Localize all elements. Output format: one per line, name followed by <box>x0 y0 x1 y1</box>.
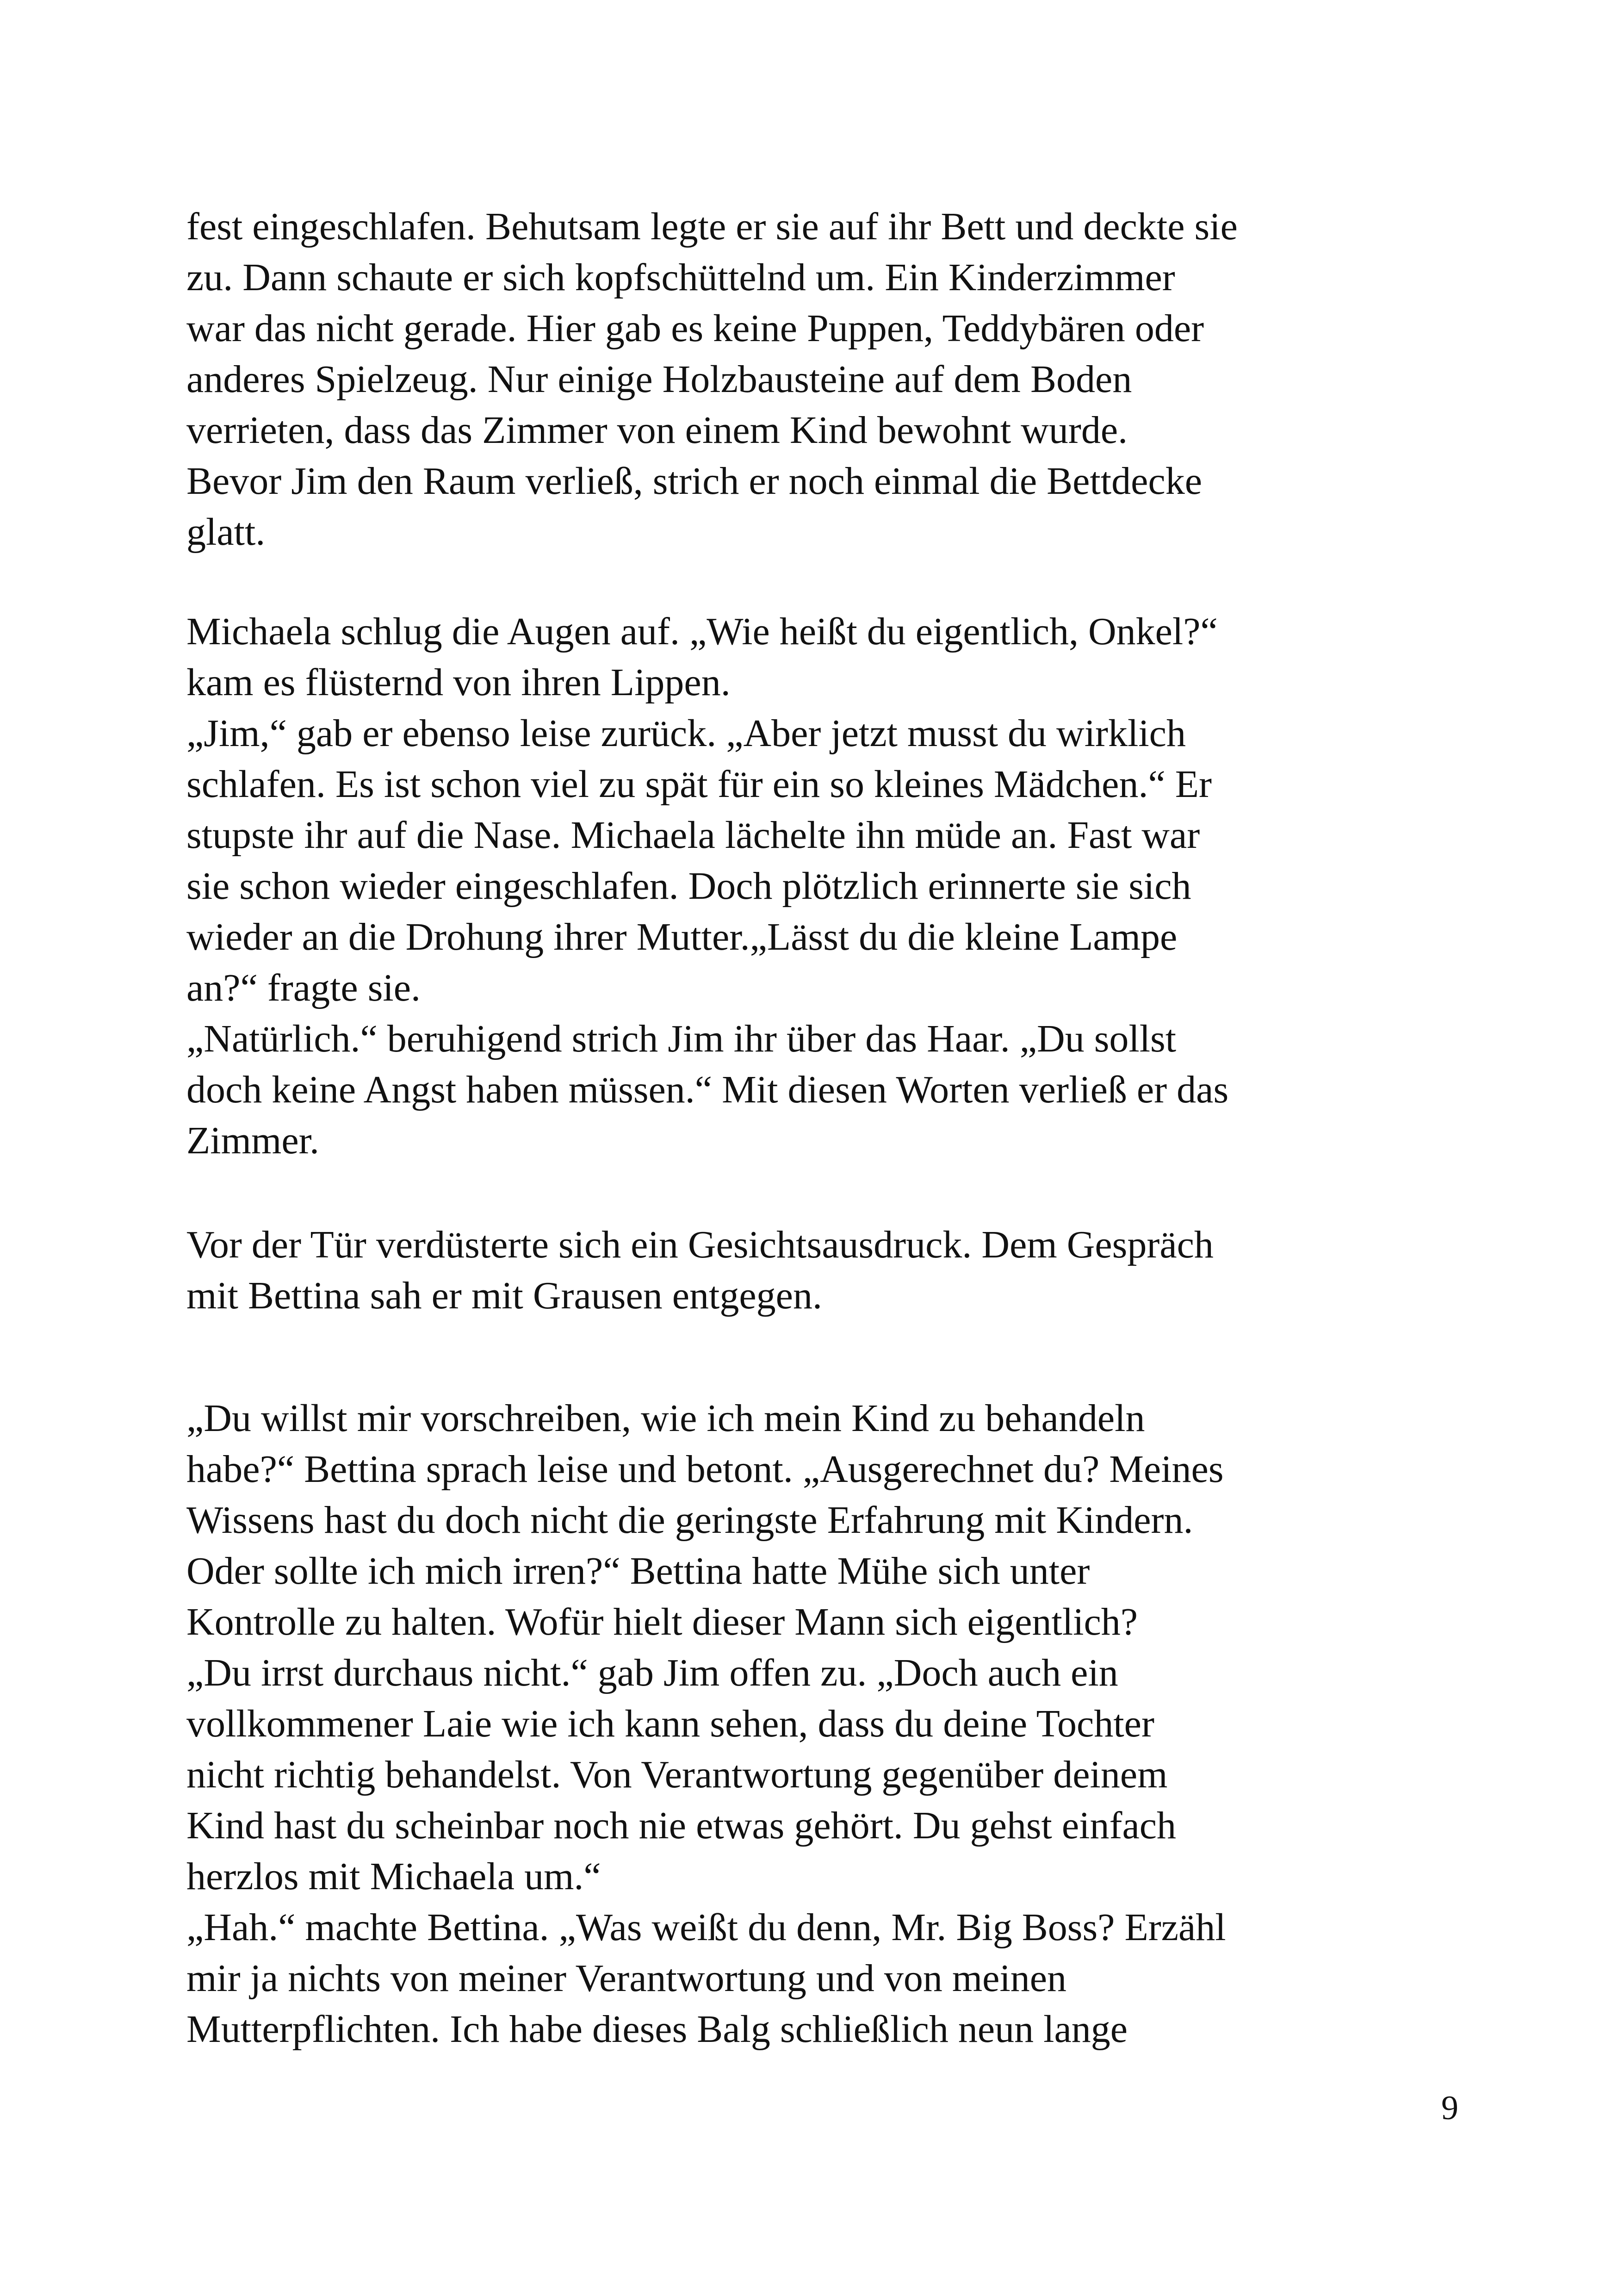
text-line: vollkommener Laie wie ich kann sehen, dass du deine Tochter <box>186 1702 1154 1745</box>
text-line: herzlos mit Michaela um.“ <box>186 1855 601 1898</box>
text-line: Oder sollte ich mich irren?“ Bettina hatte Mühe sich unter <box>186 1549 1090 1593</box>
text-line: wieder an die Drohung ihrer Mutter.„Lässt du die kleine Lampe <box>186 915 1178 958</box>
text-line: schlafen. Es ist schon viel zu spät für ein so kleines Mädchen.“ Er <box>186 763 1212 806</box>
text-line: habe?“ Bettina sprach leise und betont. „Ausgerechnet du? Meines <box>186 1448 1224 1491</box>
text-line: Kind hast du scheinbar noch nie etwas gehört. Du gehst einfach <box>186 1804 1177 1847</box>
text-line: Vor der Tür verdüsterte sich ein Gesichtsausdruck. Dem Gespräch <box>186 1223 1214 1266</box>
paragraph-4 <box>186 1393 1463 2055</box>
text-line: „Du irrst durchaus nicht.“ gab Jim offen zu. „Doch auch ein <box>186 1651 1118 1694</box>
text-line: doch keine Angst haben müssen.“ Mit diesen Worten verließ er das <box>186 1068 1229 1111</box>
text-line: sie schon wieder eingeschlafen. Doch plötzlich erinnerte sie sich <box>186 865 1191 908</box>
text-line: anderes Spielzeug. Nur einige Holzbausteine auf dem Boden <box>186 358 1132 401</box>
text-line: fest eingeschlafen. Behutsam legte er sie auf ihr Bett und deckte sie <box>186 205 1238 248</box>
text-line: „Hah.“ machte Bettina. „Was weißt du denn, Mr. Big Boss? Erzähl <box>186 1906 1226 1949</box>
text-line: nicht richtig behandelst. Von Verantwortung gegenüber deinem <box>186 1753 1168 1796</box>
text-line: Mutterpflichten. Ich habe dieses Balg schließlich neun lange <box>186 2008 1128 2051</box>
page-number: 9 <box>1441 2089 1458 2127</box>
text-line: kam es flüsternd von ihren Lippen. <box>186 661 731 704</box>
text-line: Kontrolle zu halten. Wofür hielt dieser Mann sich eigentlich? <box>186 1600 1138 1643</box>
text-line: mit Bettina sah er mit Grausen entgegen. <box>186 1274 822 1317</box>
paragraph-3 <box>186 1220 1463 1321</box>
text-line: „Jim,“ gab er ebenso leise zurück. „Aber jetzt musst du wirklich <box>186 712 1186 755</box>
text-line: war das nicht gerade. Hier gab es keine Puppen, Teddybären oder <box>186 307 1204 350</box>
text-line: glatt. <box>186 510 266 554</box>
text-line: Wissens hast du doch nicht die geringste Erfahrung mit Kindern. <box>186 1499 1193 1542</box>
text-line: mir ja nichts von meiner Verantwortung und von meinen <box>186 1957 1067 2000</box>
text-line: an?“ fragte sie. <box>186 966 421 1009</box>
text-line: Michaela schlug die Augen auf. „Wie heißt du eigentlich, Onkel?“ <box>186 610 1218 653</box>
text-line: Bevor Jim den Raum verließ, strich er noch einmal die Bettdecke <box>186 460 1202 503</box>
paragraph-2 <box>186 606 1463 1166</box>
text-line: stupste ihr auf die Nase. Michaela lächelte ihn müde an. Fast war <box>186 814 1200 857</box>
text-line: verrieten, dass das Zimmer von einem Kind bewohnt wurde. <box>186 409 1128 452</box>
text-line: Zimmer. <box>186 1119 319 1162</box>
text-line: „Natürlich.“ beruhigend strich Jim ihr über das Haar. „Du sollst <box>186 1017 1177 1060</box>
paragraph-1 <box>186 201 1463 558</box>
text-line: zu. Dann schaute er sich kopfschüttelnd um. Ein Kinderzimmer <box>186 256 1175 299</box>
text-line: „Du willst mir vorschreiben, wie ich mein Kind zu behandeln <box>186 1397 1145 1440</box>
